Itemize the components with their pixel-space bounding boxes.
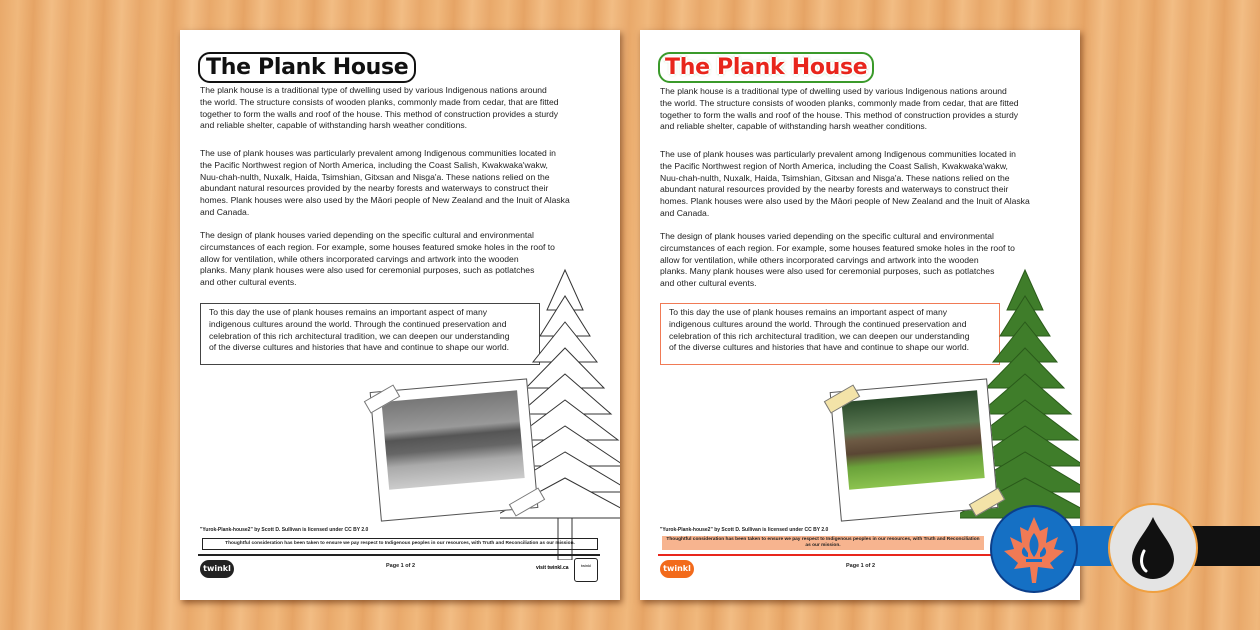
text-line: of the diverse cultures and histories that have and continue to shape our world. <box>669 342 970 353</box>
paragraph <box>660 149 1030 220</box>
page-number: Page 1 of 2 <box>386 563 416 569</box>
colour-badge <box>990 505 1078 593</box>
text-line: circumstances of each region. For example, some houses featured smoke holes in the roof to <box>660 242 1015 253</box>
text-line: To this day the use of plank houses remains an important aspect of many <box>209 307 488 317</box>
photo-image <box>382 390 525 490</box>
ink-drop-icon <box>1110 505 1196 591</box>
text-line: and Canada. <box>660 207 710 218</box>
text-line: allow for ventilation, while others incorporated carvings and artwork into the wooden <box>660 254 979 265</box>
text-line: The use of plank houses was particularly prevalent among Indigenous communities located in <box>200 148 556 158</box>
text-line: and Canada. <box>200 206 250 217</box>
twinkl-logo: twinkl <box>200 560 234 578</box>
text-line: Nuu-chah-nulth, Nuxalk, Haida, Tsimshian, Gitxsan and Nisga'a. These nations relied on the <box>660 172 1010 183</box>
respect-banner: Thoughtful consideration has been taken to ensure we pay respect to Indigenous peoples in our resources, with Truth and Reconciliation as our mission. <box>662 536 984 550</box>
website-link: visit twinkl.ca <box>536 565 569 571</box>
text-line: and reliable shelter, capable of withstanding harsh weather conditions. <box>200 120 468 131</box>
text-line: The design of plank houses varied depending on the specific cultural and environmental <box>660 231 994 241</box>
text-line: the Pacific Northwest region of North America, including the Coast Salish, Kwakwaka'wakw, <box>660 160 1008 171</box>
text-line: The design of plank houses varied depending on the specific cultural and environmental <box>200 230 534 240</box>
plank-house-photo <box>830 378 999 521</box>
quality-seal: twinkl <box>574 558 598 582</box>
text-line: celebration of this rich architectural tradition, we can deepen our understanding <box>669 330 970 341</box>
image-credit: "Yurok-Plank-house2" by Scott D. Sullivan is licensed under CC BY 2.0 <box>660 527 829 533</box>
worksheet-page-black-white <box>180 30 620 600</box>
text-line: The plank house is a traditional type of dwelling used by various Indigenous nations around <box>660 86 1007 96</box>
text-line: and other cultural events. <box>660 278 757 289</box>
text-line: To this day the use of plank houses remains an important aspect of many <box>669 307 948 317</box>
text-line: indigenous cultures around the world. Through the continued preservation and <box>209 318 507 329</box>
paragraph <box>200 148 570 219</box>
text-line: abundant natural resources provided by the nearby forests and waterways to construct their <box>660 184 1009 195</box>
text-line: homes. Plank houses were also used by the Māori people of New Zealand and the Inuit of Alaska <box>200 195 570 206</box>
text-line: and other cultural events. <box>200 277 297 288</box>
text-line: the world. The structure consists of wooden planks, commonly made from cedar, that are fitted <box>200 96 559 107</box>
text-line: together to form the walls and roof of the house. This method of construction provides a sturdy <box>200 108 559 119</box>
maple-leaf-fleur-de-lis-icon <box>992 507 1076 591</box>
text-line: The plank house is a traditional type of dwelling used by various Indigenous nations around <box>200 85 547 95</box>
plank-house-photo <box>370 378 539 521</box>
text-line: Nuu-chah-nulth, Nuxalk, Haida, Tsimshian, Gitxsan and Nisga'a. These nations relied on the <box>200 171 550 182</box>
text-line: together to form the walls and roof of the house. This method of construction provides a sturdy <box>660 109 1019 120</box>
text-line: The use of plank houses was particularly prevalent among Indigenous communities located in <box>660 149 1016 159</box>
twinkl-logo: twinkl <box>660 560 694 578</box>
text-line: the world. The structure consists of wooden planks, commonly made from cedar, that are fitted <box>660 97 1019 108</box>
text-line: homes. Plank houses were also used by the Māori people of New Zealand and the Inuit of Alaska <box>660 196 1030 207</box>
text-line: planks. Many plank houses were also used for ceremonial purposes, such as potlatches <box>200 265 535 276</box>
text-line: of the diverse cultures and histories that have and continue to shape our world. <box>209 342 510 353</box>
paragraph <box>200 85 559 132</box>
page-title: The Plank House <box>658 52 874 83</box>
paragraph <box>660 86 1019 133</box>
summary-box <box>200 303 540 365</box>
text-line: abundant natural resources provided by the nearby forests and waterways to construct their <box>200 183 549 194</box>
ink-saver-badge <box>1108 503 1198 593</box>
respect-banner: Thoughtful consideration has been taken to ensure we pay respect to Indigenous peoples in our resources, with Truth and Reconciliation as our mission. <box>202 538 598 550</box>
footer-divider <box>198 554 600 556</box>
text-line: indigenous cultures around the world. Through the continued preservation and <box>669 318 967 329</box>
text-line: and reliable shelter, capable of withstanding harsh weather conditions. <box>660 121 928 132</box>
text-line: allow for ventilation, while others incorporated carvings and artwork into the wooden <box>200 253 519 264</box>
image-credit: "Yurok-Plank-house2" by Scott D. Sullivan is licensed under CC BY 2.0 <box>200 527 369 533</box>
photo-image <box>842 390 985 490</box>
page-title: The Plank House <box>198 52 416 83</box>
text-line: circumstances of each region. For example, some houses featured smoke holes in the roof to <box>200 241 555 252</box>
text-line: the Pacific Northwest region of North America, including the Coast Salish, Kwakwaka'wakw, <box>200 159 548 170</box>
page-number: Page 1 of 2 <box>846 563 876 569</box>
text-line: celebration of this rich architectural tradition, we can deepen our understanding <box>209 330 510 341</box>
text-line: planks. Many plank houses were also used for ceremonial purposes, such as potlatches <box>660 266 995 277</box>
summary-box <box>660 303 1000 365</box>
